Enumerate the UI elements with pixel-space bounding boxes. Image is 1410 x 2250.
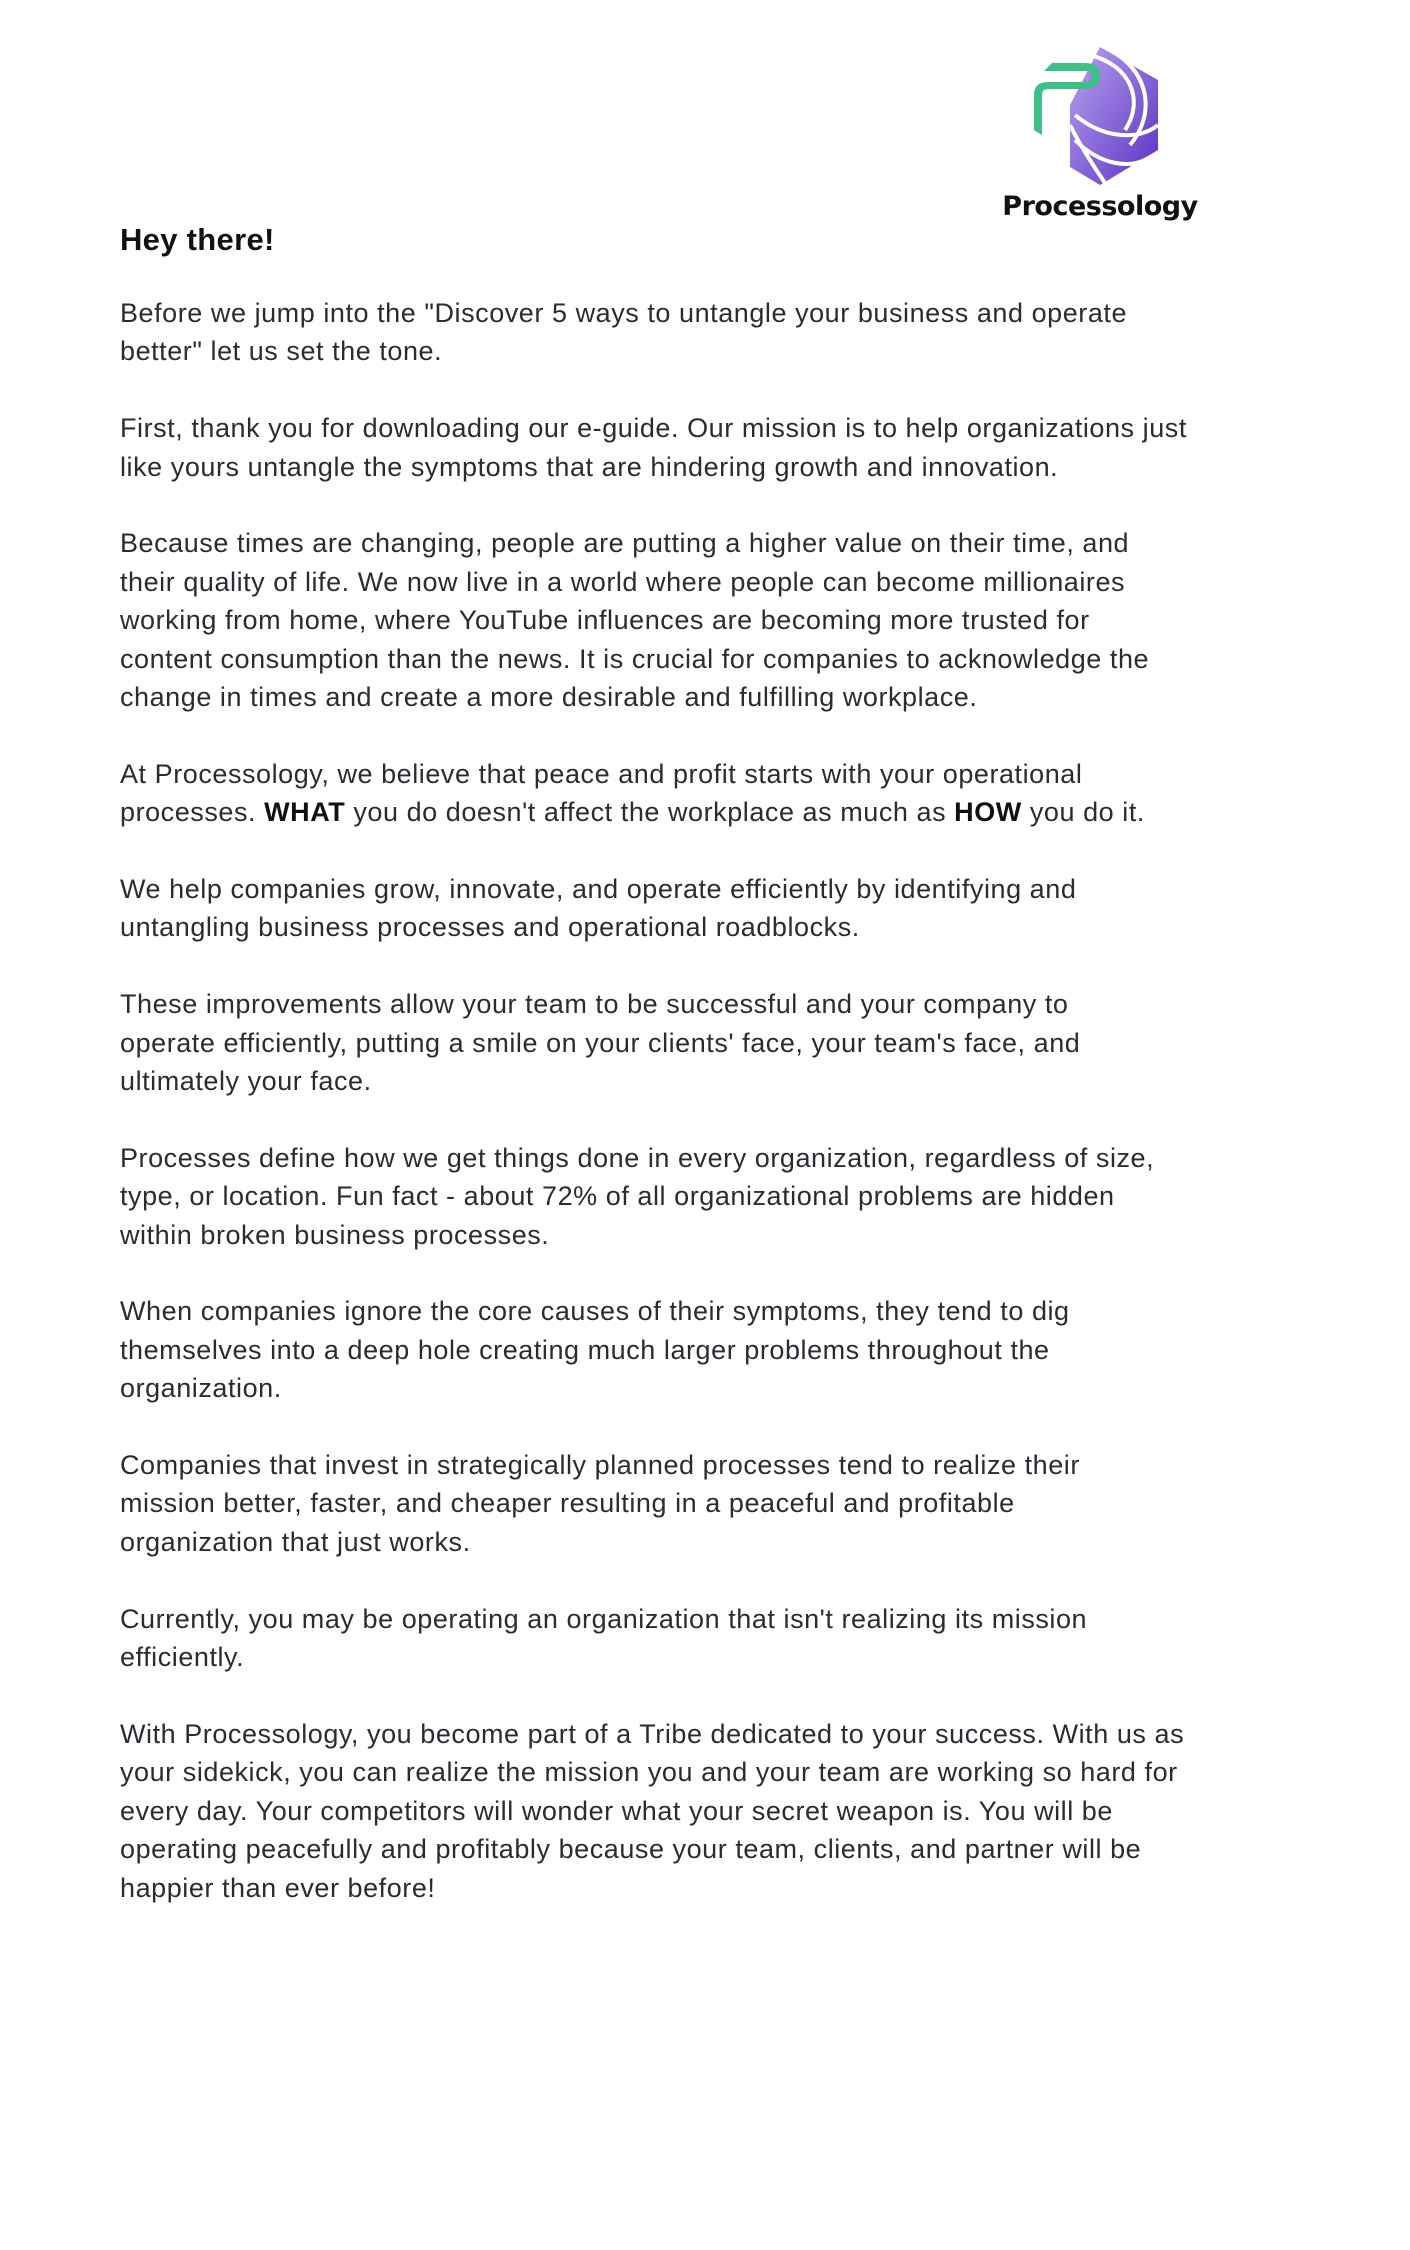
paragraph-line: like yours untangle the symptoms that are hindering growth and innovation. — [120, 451, 1059, 482]
paragraph-line: their quality of life. We now live in a world where people can become millionaires — [120, 566, 1126, 597]
paragraph — [120, 524, 1320, 716]
paragraph — [120, 1446, 1320, 1561]
paragraph — [120, 1600, 1320, 1677]
paragraph-line: organization. — [120, 1373, 282, 1404]
paragraph — [120, 1139, 1320, 1254]
text-segment: processes. — [120, 797, 265, 828]
paragraph-line: working from home, where YouTube influences are becoming more trusted for — [120, 605, 1090, 636]
paragraph-line: mission better, faster, and cheaper resulting in a peaceful and profitable — [120, 1488, 1015, 1519]
paragraph — [120, 1292, 1320, 1407]
paragraph-line: content consumption than the news. It is crucial for companies to acknowledge the — [120, 643, 1150, 674]
paragraph-line: untangling business processes and operational roadblocks. — [120, 912, 860, 943]
text-segment: you do doesn't affect the workplace as much as — [345, 797, 955, 828]
paragraph-line: operate efficiently, putting a smile on your clients' face, your team's face, and — [120, 1027, 1081, 1058]
paragraph-line: type, or location. Fun fact - about 72% of all organizational problems are hidden — [120, 1181, 1115, 1212]
paragraph-line: With Processology, you become part of a Tribe dedicated to your success. With us as — [120, 1718, 1185, 1749]
paragraph — [120, 294, 1320, 371]
paragraph-line: better" let us set the tone. — [120, 336, 443, 367]
paragraph-line: your sidekick, you can realize the mission you and your team are working so hard for — [120, 1757, 1178, 1788]
paragraph-line: organization that just works. — [120, 1526, 471, 1557]
paragraph-line: Currently, you may be operating an organization that isn't realizing its mission — [120, 1603, 1088, 1634]
emphasis-what: WHAT — [264, 797, 346, 828]
paragraph-line: every day. Your competitors will wonder what your secret weapon is. You will be — [120, 1795, 1113, 1826]
paragraph-line: First, thank you for downloading our e-guide. Our mission is to help organizations just — [120, 413, 1187, 444]
paragraph-line: themselves into a deep hole creating much larger problems throughout the — [120, 1334, 1050, 1365]
paragraph — [120, 755, 1320, 832]
paragraph-line: Because times are changing, people are putting a higher value on their time, and — [120, 528, 1130, 559]
paragraph-line: ultimately your face. — [120, 1066, 372, 1097]
paragraph-line: efficiently. — [120, 1642, 245, 1673]
paragraph — [120, 870, 1320, 947]
paragraph-line: change in times and create a more desirable and fulfilling workplace. — [120, 682, 978, 713]
paragraph-line: Processes define how we get things done in every organization, regardless of size, — [120, 1142, 1155, 1173]
logo-brand-name: Processology — [1002, 191, 1198, 222]
paragraph-line: At Processology, we believe that peace and profit starts with your operational — [120, 758, 1083, 789]
paragraph-line: Companies that invest in strategically planned processes tend to realize their — [120, 1450, 1080, 1481]
paragraph-line: These improvements allow your team to be successful and your company to — [120, 989, 1069, 1020]
paragraph-line: operating peacefully and profitably because your team, clients, and partner will be — [120, 1834, 1142, 1865]
paragraph — [120, 409, 1320, 486]
paragraph-line: happier than ever before! — [120, 1872, 436, 1903]
paragraph-line — [120, 793, 1320, 831]
paragraph-line: When companies ignore the core causes of their symptoms, they tend to dig — [120, 1296, 1070, 1327]
paragraph — [120, 1715, 1320, 1907]
text-segment: you do it. — [1021, 797, 1145, 828]
logo-mark-icon — [1030, 45, 1170, 187]
processology-logo — [1000, 45, 1200, 222]
paragraph — [120, 985, 1320, 1100]
paragraph-line: within broken business processes. — [120, 1219, 550, 1250]
greeting-heading: Hey there! — [120, 222, 275, 257]
emphasis-how: HOW — [954, 797, 1022, 828]
paragraph-line: We help companies grow, innovate, and operate efficiently by identifying and — [120, 874, 1077, 905]
paragraph-line: Before we jump into the "Discover 5 ways to untangle your business and operate — [120, 298, 1128, 328]
letter-body — [120, 220, 1320, 1945]
